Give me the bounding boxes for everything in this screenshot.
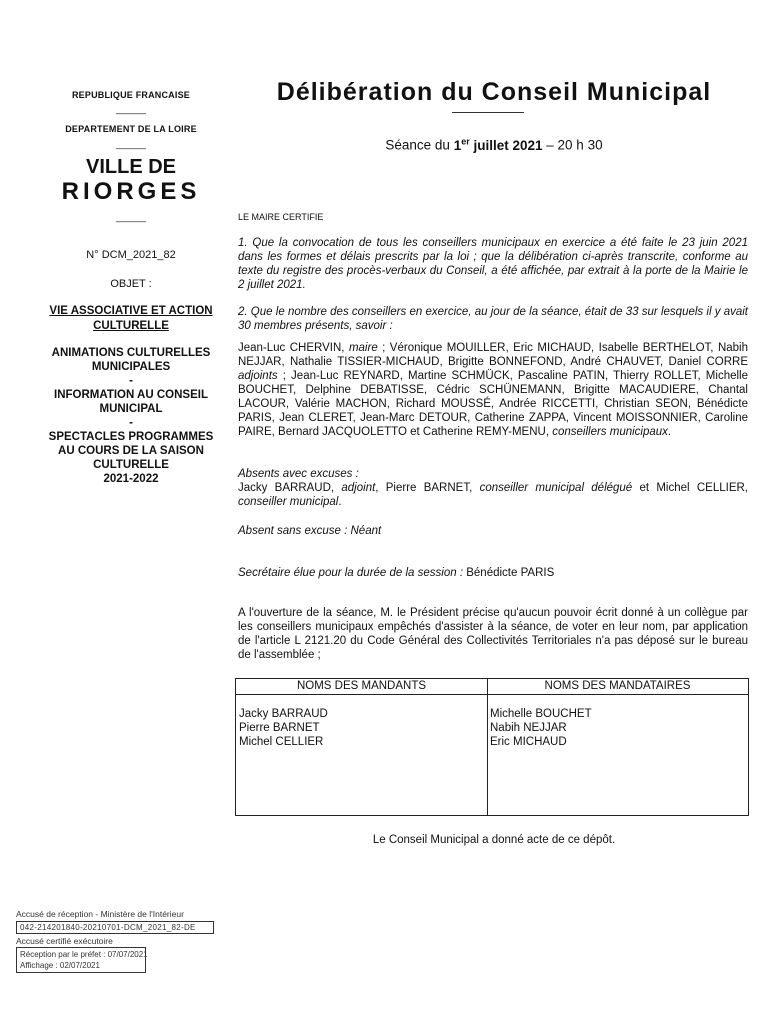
mandants-column (236, 679, 488, 815)
subject-line: MUNICIPALES (91, 361, 171, 373)
table-row: Pierre BARNET (239, 722, 320, 734)
member-name: Jean-Luc CHERVIN, (238, 342, 349, 354)
absent-name: Jacky BARRAUD, (238, 482, 342, 494)
paragraph-quorum: 2. Que le nombre des conseillers en exercice, au jour de la séance, était de 33 sur lesquels il y avait 30 membres présents, savoir : (238, 306, 748, 332)
subject-line: CULTURELLE (93, 459, 169, 471)
stamp-certifie: Accusé certifié exécutoire (16, 936, 113, 946)
punctuation: . (667, 426, 672, 438)
separator: ______ (115, 139, 147, 149)
subject-line: INFORMATION AU CONSEIL (54, 389, 208, 401)
seance-time: – 20 h 30 (542, 137, 603, 153)
paragraph-convocation: 1. Que la convocation de tous les conseillers municipaux en exercice a été faite le 23 juin 2021 dans les formes et délais prescrits par la loi ; que la délibération ci-après transcrite, conforme au texte du registre des procès-verbaux du Conseil, a été affichée, par extrait à la porte de la Mairie le 2 juillet 2021. (238, 237, 748, 291)
stamp-accuse: Accusé de réception - Ministère de l'Intérieur (16, 909, 184, 919)
paragraph-ouverture: A l'ouverture de la séance, M. le Président précise qu'aucun pouvoir écrit donné à un collègue par les conseillers municipaux empêchés d'assister à la séance, de voter en leur nom, par application de l'article L 2121.20 du Code Général des Collectivités Territoriales n'a pas déposé sur le bureau de l'assemblée ; (238, 607, 748, 661)
seance-line (238, 136, 750, 153)
table-row: Jacky BARRAUD (239, 708, 328, 720)
stamp-reception: Réception par le préfet : 07/07/2021 (20, 950, 148, 959)
stamp-dates (16, 947, 146, 973)
seance-prefix: Séance du (385, 137, 454, 153)
member-role: adjoints (238, 370, 278, 382)
mandataires-header: NOMS DES MANDATAIRES (487, 679, 748, 695)
member-role: conseillers municipaux (552, 426, 668, 438)
republique-label: REPUBLIQUE FRANCAISE (71, 90, 190, 100)
subject-line: - (129, 375, 133, 387)
separator: ______ (115, 212, 147, 222)
mandataires-list (487, 695, 748, 749)
seance-date: juillet 2021 (469, 137, 543, 153)
mandants-list (236, 695, 487, 749)
subject-details (30, 346, 232, 486)
members-present (238, 341, 748, 439)
table-row: Nabih NEJJAR (490, 722, 567, 734)
separator: ______ (115, 104, 147, 114)
member-names: ; Véronique MOUILLER, Eric MICHAUD, Isabelle BERTHELOT, Nabih NEJJAR, Nathalie TISSIER-MICHAUD, Brigitte BONNEFOND, André CHAUVET, Daniel CORRE (238, 342, 748, 368)
objet-label: OBJET : (110, 278, 152, 290)
subject-main: VIE ASSOCIATIVE ET ACTION CULTURELLE (49, 305, 213, 332)
absents-heading: Absents avec excuses : (238, 468, 359, 480)
reception-stamp (16, 908, 216, 973)
table-row: Michel CELLIER (239, 736, 324, 748)
secretaire-label: Secrétaire élue pour la durée de la session : (238, 567, 467, 579)
proxy-table (235, 678, 749, 816)
subject-line: AU COURS DE LA SAISON (58, 445, 204, 457)
title-underline (452, 112, 524, 113)
member-role: maire (348, 342, 378, 354)
subject-line: - (129, 417, 133, 429)
absent-sans-excuse: Absent sans excuse : Néant (238, 525, 382, 537)
seance-day: 1 (453, 137, 462, 153)
subject-line: MUNICIPAL (99, 403, 163, 415)
mandants-header: NOMS DES MANDANTS (236, 679, 487, 695)
mandataires-column (487, 679, 748, 815)
stamp-affichage: Affichage : 02/07/2021 (20, 961, 100, 970)
absent-name: et Michel CELLIER, (632, 482, 748, 494)
departement-label: DEPARTEMENT DE LA LOIRE (65, 124, 197, 134)
table-row: Eric MICHAUD (490, 736, 567, 748)
deliberation-number: N° DCM_2021_82 (86, 249, 176, 261)
subject-line: 2021-2022 (103, 473, 159, 485)
seance-day-suffix: er (461, 136, 470, 146)
ville-label: VILLE DE (85, 156, 176, 178)
table-row: Michelle BOUCHET (490, 708, 592, 720)
punctuation: . (338, 496, 342, 508)
member-names: ; Jean-Luc REYNARD, Martine SCHMÜCK, Pascaline PATIN, Thierry ROLLET, Michelle BOUCHET, Delphine DEBATISSE, Cédric SCHÜNEMANN, Brigitte MACAUDIERE, Chantal LACOUR, Valérie MACHON, Richard MOUSSÉ, Andrée RICCETTI, Christian SEON, Bénédicte PARIS, Jean CLERET, Jean-Marc DETOUR, Catherine ZAPPA, Vincent MOISSONNIER, Caroline PAIRE, Bernard JACQUOLETTO et Catherine REMY-MENU, (238, 370, 748, 438)
maire-certifie: LE MAIRE CERTIFIE (238, 212, 324, 222)
absents-list (238, 481, 748, 509)
subject-line: SPECTACLES PROGRAMMES (48, 431, 214, 443)
acte-statement: Le Conseil Municipal a donné acte de ce dépôt. (372, 834, 616, 846)
absent-role: conseiller municipal délégué (479, 482, 633, 494)
subject-line: ANIMATIONS CULTURELLES (51, 347, 211, 359)
absent-name: , Pierre BARNET, (375, 482, 480, 494)
commune-name: RIORGES (61, 178, 201, 205)
stamp-identifier: 042-214201840-20210701-DCM_2021_82-DE (16, 921, 214, 934)
absent-role: conseiller municipal (238, 496, 339, 508)
secretaire-line (238, 566, 748, 580)
document-title: Délibération du Conseil Municipal (276, 78, 712, 106)
absent-role: adjoint (341, 482, 376, 494)
secretaire-name: Bénédicte PARIS (466, 567, 555, 579)
